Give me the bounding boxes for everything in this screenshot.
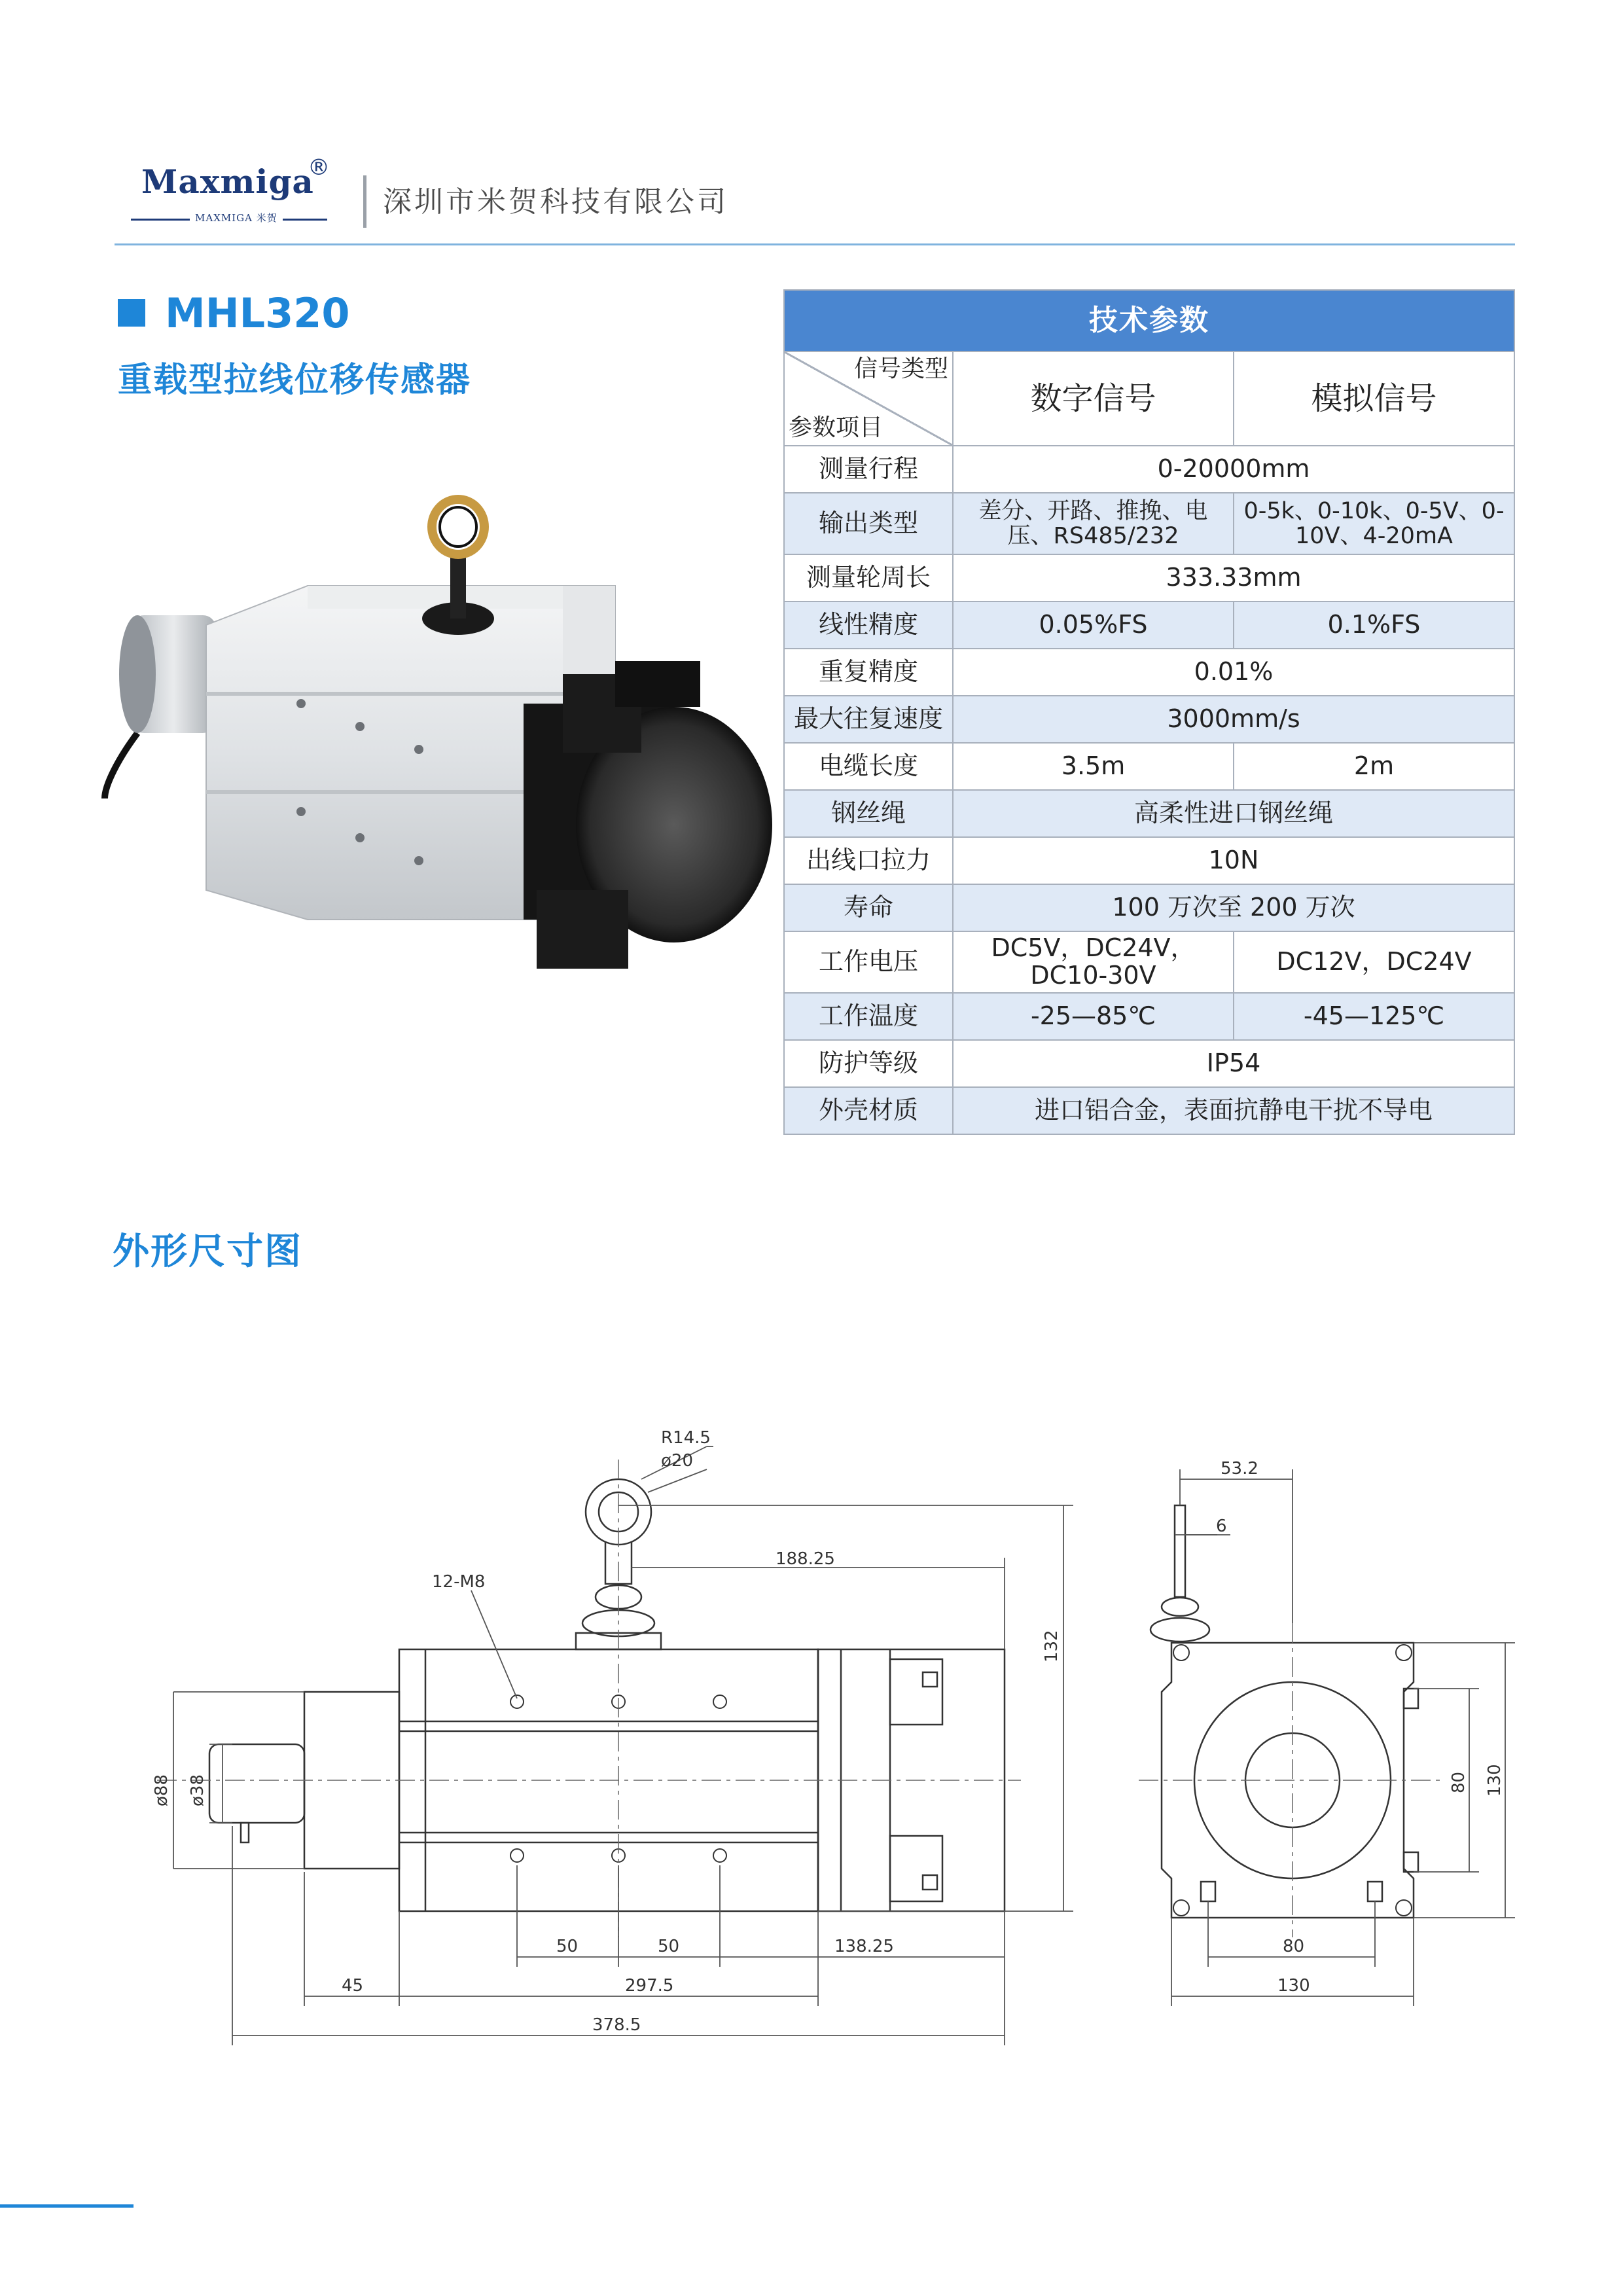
product-photo xyxy=(92,484,785,969)
row-value: 进口铝合金，表面抗静电干扰不导电 xyxy=(953,1087,1514,1134)
dim-height: 132 xyxy=(1042,1630,1061,1662)
spec-table-title: 技术参数 xyxy=(784,290,1514,351)
row-analog: 2m xyxy=(1234,743,1514,790)
dim-left: 45 xyxy=(342,1976,364,1996)
row-label: 工作电压 xyxy=(784,931,953,993)
dim-total: 378.5 xyxy=(592,2015,641,2035)
product-subtitle: 重载型拉线位移传感器 xyxy=(118,361,472,400)
header-divider xyxy=(363,175,366,228)
row-label: 重复精度 xyxy=(784,649,953,696)
dim-eye-diameter: ø20 xyxy=(661,1451,693,1471)
corner-top-label: 信号类型 xyxy=(853,355,948,382)
row-digital: DC5V，DC24V，DC10-30V xyxy=(953,931,1234,993)
col-header-digital: 数字信号 xyxy=(953,351,1234,446)
dim-tail: 138.25 xyxy=(834,1937,894,1956)
dim-top-length: 188.25 xyxy=(776,1549,835,1569)
title-square-icon xyxy=(118,299,145,327)
side-view xyxy=(1139,1469,1515,2006)
row-digital: 3.5m xyxy=(953,743,1234,790)
row-label: 寿命 xyxy=(784,884,953,931)
dim-pitch-2: 50 xyxy=(658,1937,680,1956)
row-label: 输出类型 xyxy=(784,493,953,554)
dim-side-inner-height: 80 xyxy=(1449,1771,1469,1793)
front-view xyxy=(157,1446,1073,2045)
row-value: 10N xyxy=(953,837,1514,884)
section-title: 外形尺寸图 xyxy=(113,1230,302,1273)
row-label: 工作温度 xyxy=(784,993,953,1040)
dim-side-top: 53.2 xyxy=(1221,1459,1258,1479)
row-label: 防护等级 xyxy=(784,1040,953,1087)
row-label: 钢丝绳 xyxy=(784,790,953,837)
row-analog: 0-5k、0-10k、0-5V、0-10V、4-20mA xyxy=(1234,493,1514,554)
dim-wire: 6 xyxy=(1216,1516,1227,1536)
row-analog: 0.1%FS xyxy=(1234,601,1514,649)
row-value: 333.33mm xyxy=(953,554,1514,601)
dim-side-inner-width: 80 xyxy=(1283,1937,1305,1956)
row-label: 电缆长度 xyxy=(784,743,953,790)
spec-table xyxy=(783,289,1515,1135)
dim-pitch-1: 50 xyxy=(556,1937,579,1956)
row-label: 最大往复速度 xyxy=(784,696,953,743)
dim-body: 297.5 xyxy=(625,1976,674,1996)
row-digital: -25—85℃ xyxy=(953,993,1234,1040)
row-digital: 0.05%FS xyxy=(953,601,1234,649)
row-value: 0-20000mm xyxy=(953,446,1514,493)
row-value: 3000mm/s xyxy=(953,696,1514,743)
header-rule xyxy=(115,243,1515,245)
col-header-analog: 模拟信号 xyxy=(1234,351,1514,446)
row-value: 高柔性进口钢丝绳 xyxy=(953,790,1514,837)
dim-holes: 12-M8 xyxy=(432,1572,486,1592)
row-analog: -45—125℃ xyxy=(1234,993,1514,1040)
row-label: 测量行程 xyxy=(784,446,953,493)
row-value: 100 万次至 200 万次 xyxy=(953,884,1514,931)
row-label: 测量轮周长 xyxy=(784,554,953,601)
row-analog: DC12V，DC24V xyxy=(1234,931,1514,993)
dim-side-outer-height: 130 xyxy=(1485,1764,1505,1797)
spec-corner-cell xyxy=(784,351,953,446)
footer-accent xyxy=(0,2204,134,2208)
row-label: 外壳材质 xyxy=(784,1087,953,1134)
row-value: 0.01% xyxy=(953,649,1514,696)
dim-eye-radius: R14.5 xyxy=(661,1428,711,1448)
corner-bottom-label: 参数项目 xyxy=(789,414,883,442)
dimension-drawing xyxy=(0,1407,1623,2075)
dim-inner-diameter: ø38 xyxy=(188,1774,207,1806)
logo-subtext: MAXMIGA 米贺 xyxy=(190,211,283,224)
row-value: IP54 xyxy=(953,1040,1514,1087)
dim-outer-diameter: ø88 xyxy=(152,1774,171,1806)
company-name: 深圳市米贺科技有限公司 xyxy=(383,185,728,219)
row-label: 出线口拉力 xyxy=(784,837,953,884)
row-digital: 差分、开路、推挽、电压、RS485/232 xyxy=(953,493,1234,554)
registered-mark: ® xyxy=(308,154,330,181)
row-label: 线性精度 xyxy=(784,601,953,649)
logo-wordmark: Maxmiga xyxy=(141,162,314,201)
dim-side-outer-width: 130 xyxy=(1277,1976,1310,1996)
product-model: MHL320 xyxy=(165,289,350,337)
